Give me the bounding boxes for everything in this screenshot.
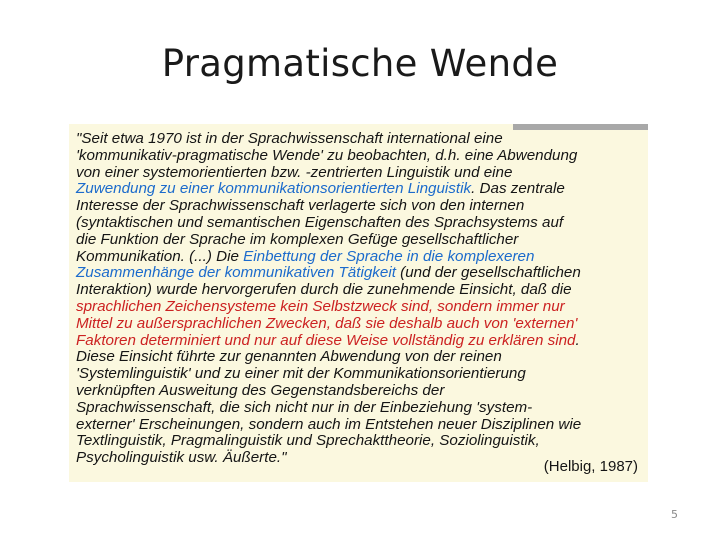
quote-segment: Interaktion) wurde hervorgerufen durch die zunehmende Einsicht, daß die <box>76 281 572 299</box>
quote-segment: 'Systemlinguistik' und zu einer mit der Kommunikationsorientierung <box>76 365 526 383</box>
quote-line <box>76 198 648 215</box>
quote-segment: Diese Einsicht führte zur genannten Abwendung von der reinen <box>76 348 502 366</box>
quote-line <box>76 316 648 333</box>
quote-line <box>76 232 648 249</box>
quote-line <box>76 215 648 232</box>
quote-segment: (syntaktischen und semantischen Eigenschaften des Sprachsystems auf <box>76 213 564 231</box>
quote-segment: von einer systemorientierten bzw. -zentrierten Linguistik und eine <box>76 163 513 181</box>
quote-segment: (und der gesellschaftlichen <box>395 264 581 282</box>
highlighted-phrase: Zuwendung zu einer kommunikationsorientierten Linguistik <box>76 180 472 198</box>
slide-title: Pragmatische Wende <box>161 42 559 85</box>
quote-text <box>76 131 648 467</box>
quote-line <box>76 299 648 316</box>
quote-line <box>76 165 648 182</box>
quote-segment: Sprachwissenschaft, die sich nicht nur in der Einbeziehung 'system- <box>76 398 533 416</box>
quote-line <box>76 181 648 198</box>
quote-line <box>76 333 648 350</box>
quote-line <box>76 148 648 165</box>
quote-line <box>76 249 648 266</box>
highlighted-phrase: Zusammenhänge der kommunikativen Tätigkeit <box>76 264 396 282</box>
quote-segment: . <box>575 331 580 349</box>
quote-line <box>76 349 648 366</box>
quote-line <box>76 383 648 400</box>
quote-segment: externer' Erscheinungen, sondern auch im Entstehen neuer Disziplinen wie <box>76 415 582 433</box>
page-number: 5 <box>671 508 678 521</box>
citation: (Helbig, 1987) <box>543 458 638 475</box>
quote-segment: Kommunikation. (...) Die <box>76 247 244 265</box>
highlighted-phrase: Einbettung der Sprache in die komplexeren <box>243 247 535 265</box>
quote-line <box>76 131 648 148</box>
quote-segment: "Seit etwa 1970 ist in der Sprachwissenschaft international eine <box>76 130 503 147</box>
quote-line <box>76 265 648 282</box>
highlighted-phrase: Faktoren determiniert und nur auf diese Weise vollständig zu erklären sind <box>76 331 576 349</box>
quote-segment: die Funktion der Sprache im komplexen Gefüge gesellschaftlicher <box>76 230 519 248</box>
quote-line <box>76 366 648 383</box>
quote-line <box>76 400 648 417</box>
quote-segment: . Das zentrale <box>471 180 565 198</box>
highlighted-phrase: Mittel zu außersprachlichen Zwecken, daß sie deshalb auch von 'externen' <box>76 314 578 332</box>
highlighted-phrase: sprachlichen Zeichensysteme kein Selbstzweck sind, sondern immer nur <box>76 297 565 315</box>
quote-segment: Interesse der Sprachwissenschaft verlagerte sich von den internen <box>76 197 525 215</box>
quote-segment: Textlinguistik, Pragmalinguistik und Sprechakttheorie, Soziolinguistik, <box>76 432 540 450</box>
quote-segment: Psycholinguistik usw. Äußerte." <box>76 449 287 467</box>
quote-line <box>76 417 648 434</box>
quote-segment: 'kommunikativ-pragmatische Wende' zu beobachten, d.h. eine Abwendung <box>76 146 578 164</box>
quote-line <box>76 282 648 299</box>
quote-box <box>69 124 648 482</box>
quote-line <box>76 433 648 450</box>
quote-segment: verknüpften Ausweitung des Gegenstandsbereichs der <box>76 381 445 399</box>
quote-header-bar <box>513 124 648 130</box>
